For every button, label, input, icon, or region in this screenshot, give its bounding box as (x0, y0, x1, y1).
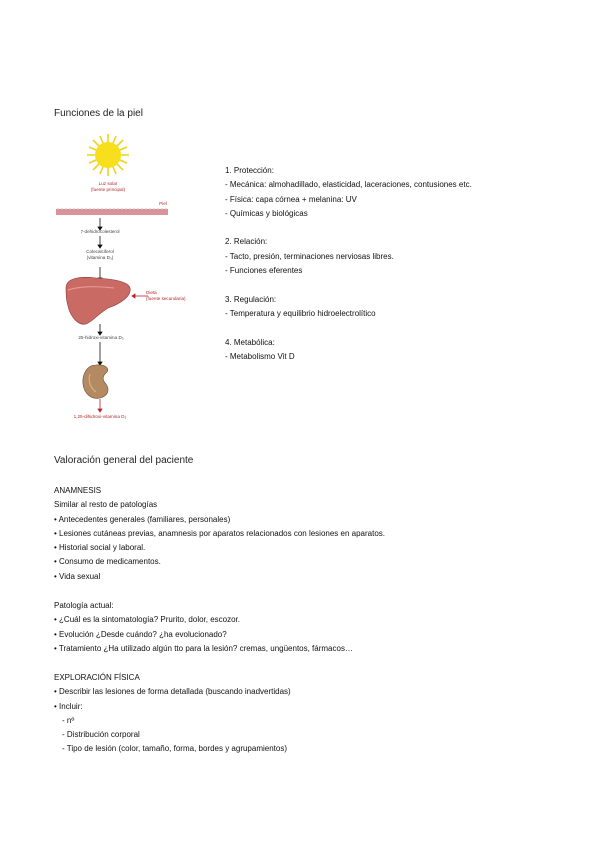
exploracion-block (54, 671, 291, 757)
exploracion-subitem: - Tipo de lesión (color, tamaño, forma, bordes y agrupamientos) (62, 744, 287, 754)
step-125-dihidroxi: 1,25-dihidroxi-vitamina D₃ (73, 414, 127, 419)
function-item: - Metabolismo Vit D (225, 351, 295, 361)
patologia-title: Patología actual: (54, 601, 114, 610)
function-title: 3. Regulación: (225, 294, 277, 304)
patologia-item: • ¿Cuál es la sintomatología? Prurito, dolor, escozor. (54, 615, 241, 625)
functions-list (225, 164, 472, 364)
anamnesis-block (54, 484, 385, 584)
step-dehidrocolesterol: 7-dehidrocolesterol (80, 229, 120, 234)
skin-label: Piel (159, 201, 167, 206)
sun-icon (87, 134, 129, 176)
function-item: - Tacto, presión, terminaciones nerviosas libres. (225, 251, 394, 261)
anamnesis-item: • Consumo de medicamentos. (54, 557, 161, 567)
exploracion-subitem: - Distribución corporal (62, 730, 140, 740)
exploracion-item: • Describir las lesiones de forma detallada (buscando inadvertidas) (54, 687, 291, 697)
liver-icon (66, 277, 130, 324)
sun-label: Luz solar (98, 181, 118, 186)
anamnesis-intro: Similar al resto de patologías (54, 500, 158, 510)
function-item: - Temperatura y equilibrio hidroelectrolítico (225, 308, 376, 318)
anamnesis-item: • Historial social y laboral. (54, 543, 146, 553)
patologia-item: • Evolución ¿Desde cuándo? ¿ha evolucionado? (54, 629, 227, 639)
kidney-icon (83, 365, 108, 399)
anamnesis-item: • Antecedentes generales (familiares, personales) (54, 514, 231, 524)
exploracion-title: EXPLORACIÓN FÍSICA (54, 673, 140, 682)
step-vitamin-d3: (vitamina D₃) (86, 255, 114, 260)
section-title-funciones: Funciones de la piel (54, 108, 143, 119)
patologia-item: • Tratamiento ¿Ha utilizado algún tto para la lesión? cremas, ungüentos, fármacos… (54, 643, 353, 653)
section-title-valoracion: Valoración general del paciente (54, 455, 194, 466)
anamnesis-item: • Lesiones cutáneas previas, anamnesis por aparatos relacionados con lesiones en aparatos. (54, 528, 386, 538)
function-title: 4. Metabólica: (225, 337, 275, 347)
function-item: - Funciones eferentes (225, 266, 303, 276)
diet-sublabel: (fuente secundaria) (146, 296, 186, 301)
function-item: - Física: capa córnea + melanina: UV (225, 194, 357, 204)
function-title: 1. Protección: (225, 166, 274, 175)
function-item: - Mecánica: almohadillado, elasticidad, laceraciones, contusiones etc. (225, 180, 472, 190)
skin-band (56, 209, 168, 215)
sun-sublabel: (fuente principal) (90, 187, 126, 192)
function-title: 2. Relación: (225, 237, 268, 247)
vitamin-d-figure (50, 128, 220, 428)
exploracion-subitem: - nº (62, 715, 75, 725)
anamnesis-title: ANAMNESIS (54, 486, 102, 495)
patologia-block (54, 599, 353, 656)
step-25-hidroxi: 25-hidroxi-vitamina D₃ (78, 335, 124, 340)
function-item: - Químicas y biológicas (225, 208, 308, 218)
diet-label: Dieta (146, 290, 157, 295)
anamnesis-item: • Vida sexual (54, 571, 101, 581)
exploracion-item: • Incluir: (54, 701, 83, 711)
vitamin-d-diagram (50, 128, 220, 428)
step-colecalciferol: Colecalciferol (86, 249, 114, 254)
